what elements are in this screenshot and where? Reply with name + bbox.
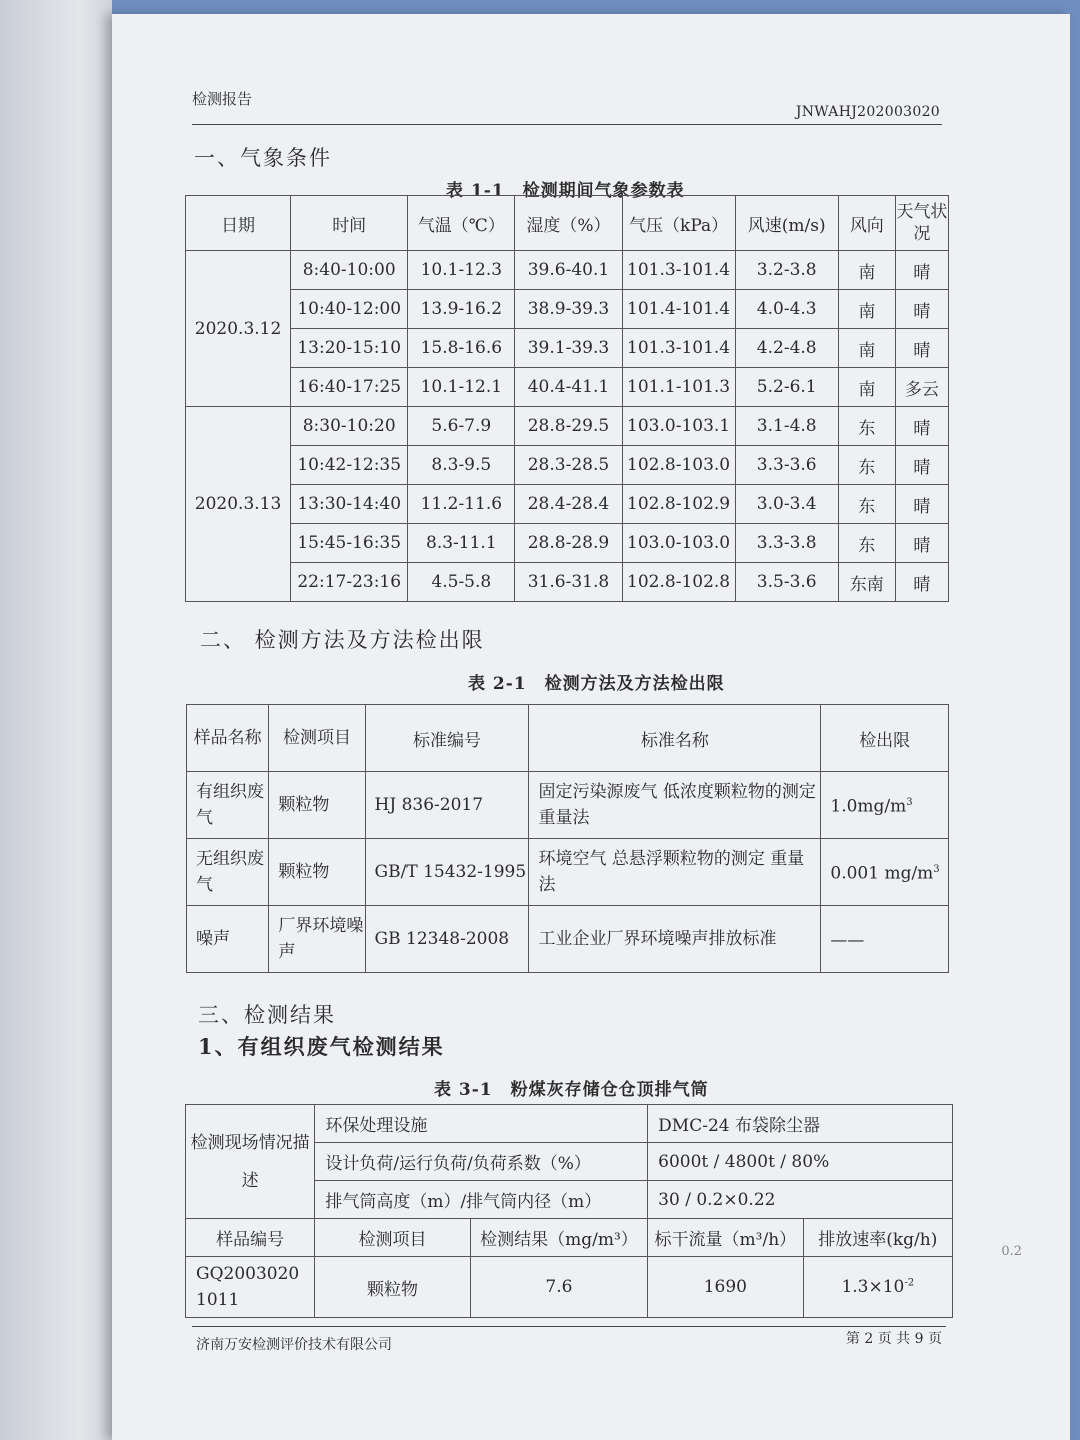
method-row [187,906,949,973]
humidity-cell: 31.6-31.8 [515,563,622,602]
wind-speed-cell: 4.0-4.3 [735,290,838,329]
wind-speed-cell: 3.5-3.6 [735,563,838,602]
section-2-title: 二、 检测方法及方法检出限 [200,628,485,652]
wind-speed-cell: 5.2-6.1 [735,368,838,407]
header-divider [192,124,942,125]
detection-limit-cell [821,906,949,973]
humidity-cell: 28.8-28.9 [515,524,622,563]
standard-no-cell: GB 12348-2008 [365,906,529,973]
flow-value: 1690 [648,1257,803,1318]
wind-dir-cell: 东 [838,485,895,524]
col-weather: 天气状况 [895,196,948,251]
col-standard-no: 标准编号 [365,705,529,772]
weather-row [186,446,949,485]
wind-dir-cell: 南 [838,368,895,407]
wind-speed-cell: 3.3-3.6 [735,446,838,485]
wind-dir-cell: 东 [838,407,895,446]
col-item: 检测项目 [315,1219,470,1257]
company-name: 济南万安检测评价技术有限公司 [196,1337,392,1353]
info-label: 排气筒高度（m）/排气筒内径（m） [315,1181,648,1219]
pressure-cell: 102.8-103.0 [622,446,735,485]
weather-cell: 晴 [895,485,948,524]
humidity-cell: 39.1-39.3 [515,329,622,368]
weather-row [186,368,949,407]
time-cell: 15:45-16:35 [291,524,408,563]
pressure-cell: 101.1-101.3 [622,368,735,407]
time-cell: 8:40-10:00 [291,251,408,290]
temp-cell: 5.6-7.9 [408,407,515,446]
weather-cell: 晴 [895,563,948,602]
wind-dir-cell: 东南 [838,563,895,602]
humidity-cell: 39.6-40.1 [515,251,622,290]
pressure-cell: 101.3-101.4 [622,251,735,290]
report-page [112,14,1070,1440]
info-label: 设计负荷/运行负荷/负荷系数（%） [315,1143,648,1181]
test-item-cell: 厂界环境噪声 [269,906,365,973]
sample-name-cell: 无组织废气 [187,839,269,906]
page-number: 第 2 页 共 9 页 [845,1331,942,1347]
col-rate: 排放速率(kg/h) [803,1219,952,1257]
weather-cell: 晴 [895,407,948,446]
time-cell: 16:40-17:25 [291,368,408,407]
col-pressure: 气压（kPa） [622,196,735,251]
table-3-caption: 表 3-1 粉煤灰存储仓仓顶排气筒 [434,1080,709,1100]
rate-value [803,1257,952,1318]
humidity-cell: 28.4-28.4 [515,485,622,524]
col-wind-dir: 风向 [838,196,895,251]
col-detection-limit: 检出限 [821,705,949,772]
limit-unit-exponent: 3 [906,797,913,809]
time-cell: 13:20-15:10 [291,329,408,368]
method-row [187,839,949,906]
info-row [186,1105,953,1143]
col-flow: 标干流量（m³/h） [648,1219,803,1257]
pressure-cell: 102.8-102.9 [622,485,735,524]
standard-name-cell: 固定污染源废气 低浓度颗粒物的测定 重量法 [529,772,821,839]
previous-page-edge [0,0,112,1440]
sample-no: GQ2003020 1011 [186,1257,315,1318]
detection-limit-cell [821,772,949,839]
rate-exponent: -2 [904,1277,915,1289]
site-description-label: 检测现场情况描述 [186,1105,315,1219]
weather-row [186,407,949,446]
weather-row [186,290,949,329]
temp-cell: 15.8-16.6 [408,329,515,368]
date-cell: 2020.3.12 [186,251,291,407]
humidity-cell: 28.3-28.5 [515,446,622,485]
weather-row [186,485,949,524]
section-1-title: 一、气象条件 [194,146,332,170]
weather-cell: 晴 [895,329,948,368]
humidity-cell: 38.9-39.3 [515,290,622,329]
wind-speed-cell: 3.2-3.8 [735,251,838,290]
pressure-cell: 101.4-101.4 [622,290,735,329]
pressure-cell: 103.0-103.1 [622,407,735,446]
weather-row [186,563,949,602]
weather-row [186,251,949,290]
col-result: 检测结果（mg/m³） [470,1219,647,1257]
weather-cell: 晴 [895,251,948,290]
humidity-cell: 40.4-41.1 [515,368,622,407]
info-value: 30 / 0.2×0.22 [648,1181,953,1219]
limit-value: 1.0mg/m [830,796,907,817]
limit-value: 0.001 mg/m [830,863,934,884]
col-standard-name: 标准名称 [529,705,821,772]
section-3-title: 三、检测结果 [198,1003,336,1027]
col-date: 日期 [186,196,291,251]
wind-speed-cell: 3.0-3.4 [735,485,838,524]
temp-cell: 10.1-12.1 [408,368,515,407]
wind-speed-cell: 3.3-3.8 [735,524,838,563]
info-label: 环保处理设施 [315,1105,648,1143]
table-2-caption: 表 2-1 检测方法及方法检出限 [468,674,725,694]
method-row [187,772,949,839]
weather-row [186,329,949,368]
standard-no-cell: HJ 836-2017 [365,772,529,839]
test-item: 颗粒物 [315,1257,470,1318]
sample-name-cell: 有组织废气 [187,772,269,839]
temp-cell: 8.3-11.1 [408,524,515,563]
weather-cell: 晴 [895,446,948,485]
wind-speed-cell: 3.1-4.8 [735,407,838,446]
humidity-cell: 28.8-29.5 [515,407,622,446]
wind-dir-cell: 东 [838,524,895,563]
standard-name-cell: 工业企业厂界环境噪声排放标准 [529,906,821,973]
col-humidity: 湿度（%） [515,196,622,251]
result-table [185,1104,953,1318]
limit-unit-exponent: 3 [933,864,940,876]
header-title: 检测报告 [192,90,253,108]
time-cell: 13:30-14:40 [291,485,408,524]
temp-cell: 13.9-16.2 [408,290,515,329]
temp-cell: 11.2-11.6 [408,485,515,524]
info-value: 6000t / 4800t / 80% [648,1143,953,1181]
wind-dir-cell: 南 [838,251,895,290]
wind-dir-cell: 南 [838,329,895,368]
result-row [186,1257,953,1318]
margin-note: 0.2 [1001,1244,1022,1259]
table-1-caption: 表 1-1 检测期间气象参数表 [446,181,685,201]
time-cell: 10:42-12:35 [291,446,408,485]
temp-cell: 10.1-12.3 [408,251,515,290]
time-cell: 10:40-12:00 [291,290,408,329]
detection-limit-cell [821,839,949,906]
col-sample-no: 样品编号 [186,1219,315,1257]
col-sample-name: 样品名称 [187,705,269,772]
standard-no-cell: GB/T 15432-1995 [365,839,529,906]
rate-base: 1.3×10 [841,1277,905,1297]
wind-dir-cell: 东 [838,446,895,485]
weather-table-header [186,196,949,251]
wind-speed-cell: 4.2-4.8 [735,329,838,368]
pressure-cell: 103.0-103.0 [622,524,735,563]
weather-cell: 多云 [895,368,948,407]
method-table-header [187,705,949,772]
standard-name-cell: 环境空气 总悬浮颗粒物的测定 重量法 [529,839,821,906]
time-cell: 22:17-23:16 [291,563,408,602]
time-cell: 8:30-10:20 [291,407,408,446]
result-header-row [186,1219,953,1257]
col-test-item: 检测项目 [269,705,365,772]
info-value: DMC-24 布袋除尘器 [648,1105,953,1143]
col-temp: 气温（℃） [408,196,515,251]
col-wind-speed: 风速(m/s) [735,196,838,251]
test-item-cell: 颗粒物 [269,839,365,906]
sample-name-cell: 噪声 [187,906,269,973]
weather-row [186,524,949,563]
method-table [186,704,949,973]
wind-dir-cell: 南 [838,290,895,329]
date-cell: 2020.3.13 [186,407,291,602]
temp-cell: 4.5-5.8 [408,563,515,602]
limit-value: —— [830,930,865,951]
weather-table [185,195,949,602]
footer-divider [192,1326,946,1327]
section-3-subtitle: 1、有组织废气检测结果 [198,1034,445,1059]
temp-cell: 8.3-9.5 [408,446,515,485]
test-item-cell: 颗粒物 [269,772,365,839]
result-value: 7.6 [470,1257,647,1318]
weather-cell: 晴 [895,290,948,329]
pressure-cell: 101.3-101.4 [622,329,735,368]
weather-cell: 晴 [895,524,948,563]
col-time: 时间 [291,196,408,251]
pressure-cell: 102.8-102.8 [622,563,735,602]
report-number: JNWAHJ202003020 [795,104,940,120]
